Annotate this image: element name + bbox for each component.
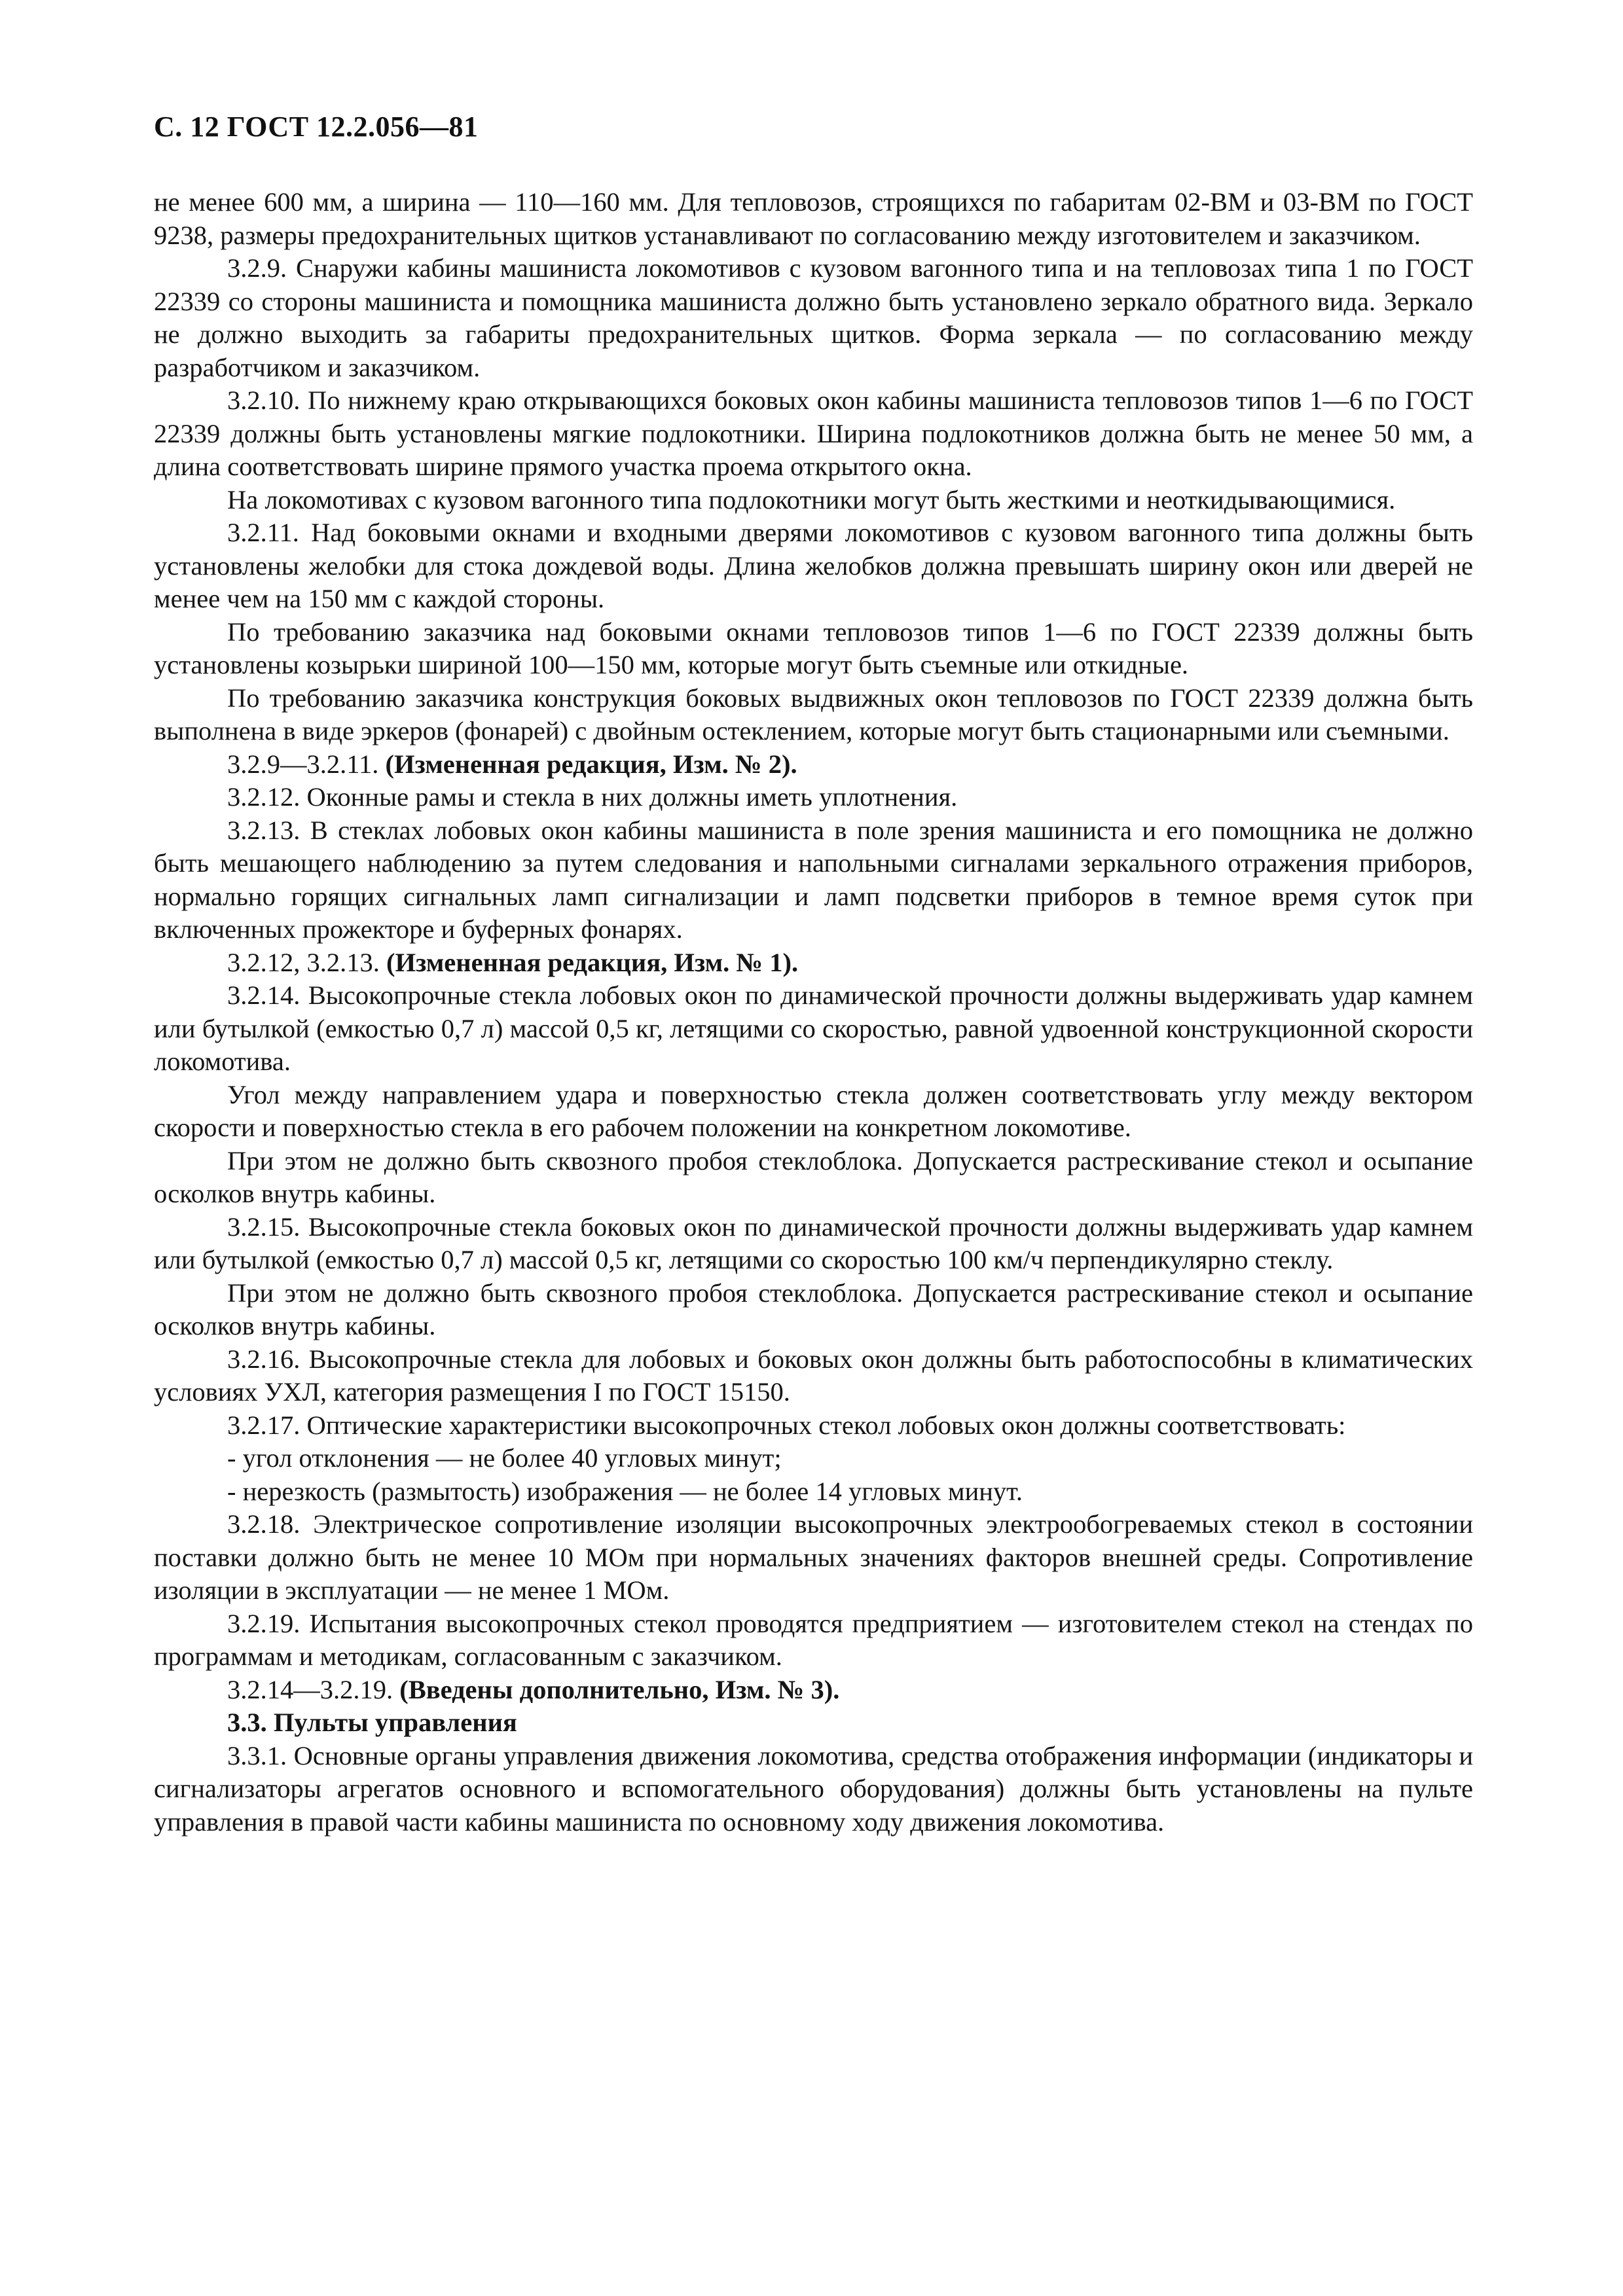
paragraph-3-2-13: 3.2.13. В стеклах лобовых окон кабины машиниста в поле зрения машиниста и его помощника не должно быть мешающего наблюдению за путем следования и напольными сигналами зеркального отражения приборов, нормально горящих сигнальных ламп сигнализации и ламп подсветки приборов в темное время суток при включенных прожекторе и буферных фонарях. xyxy=(154,815,1473,944)
paragraph-3-2-12: 3.2.12. Оконные рамы и стекла в них должны иметь уплотнения. xyxy=(227,782,958,812)
paragraph-no-penetration-front: При этом не должно быть сквозного пробоя стеклоблока. Допускается растрескивание стекол и осыпание осколков внутрь кабины. xyxy=(154,1145,1473,1208)
amendment-note-1 xyxy=(154,946,1473,980)
paragraph-3-2-14: 3.2.14. Высокопрочные стекла лобовых окон по динамической прочности должны выдерживать удар камнем или бутылкой (емкостью 0,7 л) массой 0,5 кг, летящими со скоростью, равной удвоенной конструкционной скорости локомотива. xyxy=(154,980,1473,1076)
amendment-text: (Измененная редакция, Изм. № 2). xyxy=(385,749,797,779)
amendment-note-2 xyxy=(154,748,1473,781)
amendment-text: (Измененная редакция, Изм. № 1). xyxy=(386,947,799,977)
paragraph-bay-windows: По требованию заказчика конструкция боковых выдвижных окон тепловозов по ГОСТ 22339 должна быть выполнена в виде эркеров (фонарей) с двойным остеклением, которые могут быть стационарными или съемными. xyxy=(154,683,1473,745)
amendment-ref: 3.2.14—3.2.19. xyxy=(227,1674,393,1704)
paragraph-impact-angle: Угол между направлением удара и поверхностью стекла должен соответствовать углу между вектором скорости и поверхностью стекла в его рабочем положении на конкретном локомотиве. xyxy=(154,1079,1473,1142)
document-body xyxy=(154,186,1473,1839)
paragraph-armrests: На локомотивах с кузовом вагонного типа подлокотники могут быть жесткими и неоткидывающимися. xyxy=(227,484,1396,514)
paragraph-3-2-19: 3.2.19. Испытания высокопрочных стекол проводятся предприятием — изготовителем стекол на стендах по программам и методикам, согласованным с заказчиком. xyxy=(154,1608,1473,1671)
amendment-ref: 3.2.12, 3.2.13. xyxy=(227,947,380,977)
paragraph-3-2-16: 3.2.16. Высокопрочные стекла для лобовых и боковых окон должны быть работоспособны в климатических условиях УХЛ, категория размещения I по ГОСТ 15150. xyxy=(154,1344,1473,1407)
paragraph-visors: По требованию заказчика над боковыми окнами тепловозов типов 1—6 по ГОСТ 22339 должны быть установлены козырьки шириной 100—150 мм, которые могут быть съемные или откидные. xyxy=(154,617,1473,679)
paragraph-3-2-9: 3.2.9. Снаружи кабины машиниста локомотивов с кузовом вагонного типа и на тепловозах типа 1 по ГОСТ 22339 со стороны машиниста и помощника машиниста должно быть установлено зеркало обратного вида. Зеркало не должно выходить за габариты предохранительных щитков. Форма зеркала — по согласованию между разработчиком и заказчиком. xyxy=(154,253,1473,382)
running-header: С. 12 ГОСТ 12.2.056—81 xyxy=(154,111,479,143)
paragraph-3-2-11: 3.2.11. Над боковыми окнами и входными дверями локомотивов с кузовом вагонного типа должны быть установлены желобки для стока дождевой воды. Длина желобков должна превышать ширину окон или дверей не менее чем на 150 мм с каждой стороны. xyxy=(154,518,1473,613)
paragraph-continuation: не менее 600 мм, а ширина — 110—160 мм. Для тепловозов, строящихся по габаритам 02-ВМ и 03-ВМ по ГОСТ 9238, размеры предохранительных щитков устанавливают по согласованию между изготовителем и заказчиком. xyxy=(154,187,1473,250)
section-heading-control-panels: 3.3. Пульты управления xyxy=(227,1708,517,1737)
paragraph-3-2-17: 3.2.17. Оптические характеристики высокопрочных стекол лобовых окон должны соответствовать: xyxy=(227,1410,1346,1440)
amendment-note-3 xyxy=(154,1674,1473,1707)
paragraph-3-2-15: 3.2.15. Высокопрочные стекла боковых окон по динамической прочности должны выдерживать удар камнем или бутылкой (емкостью 0,7 л) массой 0,5 кг, летящими со скоростью 100 км/ч перпендикулярно стеклу. xyxy=(154,1211,1473,1274)
paragraph-3-2-18: 3.2.18. Электрическое сопротивление изоляции высокопрочных электрообогреваемых стекол в состоянии поставки должно быть не менее 10 МОм при нормальных значениях факторов внешней среды. Сопротивление изоляции в эксплуатации — не менее 1 МОм. xyxy=(154,1509,1473,1605)
amendment-ref: 3.2.9—3.2.11. xyxy=(227,749,379,779)
amendment-text: (Введены дополнительно, Изм. № 3). xyxy=(399,1674,840,1704)
paragraph-3-3-1: 3.3.1. Основные органы управления движения локомотива, средства отображения информации (индикаторы и сигнализаторы агрегатов основного и вспомогательного оборудования) должны быть установлены на пульте управления в правой части кабины машиниста по основному ходу движения локомотива. xyxy=(154,1740,1473,1837)
paragraph-no-penetration-side: При этом не должно быть сквозного пробоя стеклоблока. Допускается растрескивание стекол и осыпание осколков внутрь кабины. xyxy=(154,1278,1473,1340)
list-item-deflection-angle: - угол отклонения — не более 40 угловых минут; xyxy=(227,1443,782,1473)
paragraph-3-2-10: 3.2.10. По нижнему краю открывающихся боковых окон кабины машиниста тепловозов типов 1—6 по ГОСТ 22339 должны быть установлены мягкие подлокотники. Ширина подлокотников должна быть не менее 50 мм, а длина соответствовать ширине прямого участка проема открытого окна. xyxy=(154,386,1473,481)
list-item-blur: - нерезкость (размытость) изображения — не более 14 угловых минут. xyxy=(227,1476,1023,1506)
